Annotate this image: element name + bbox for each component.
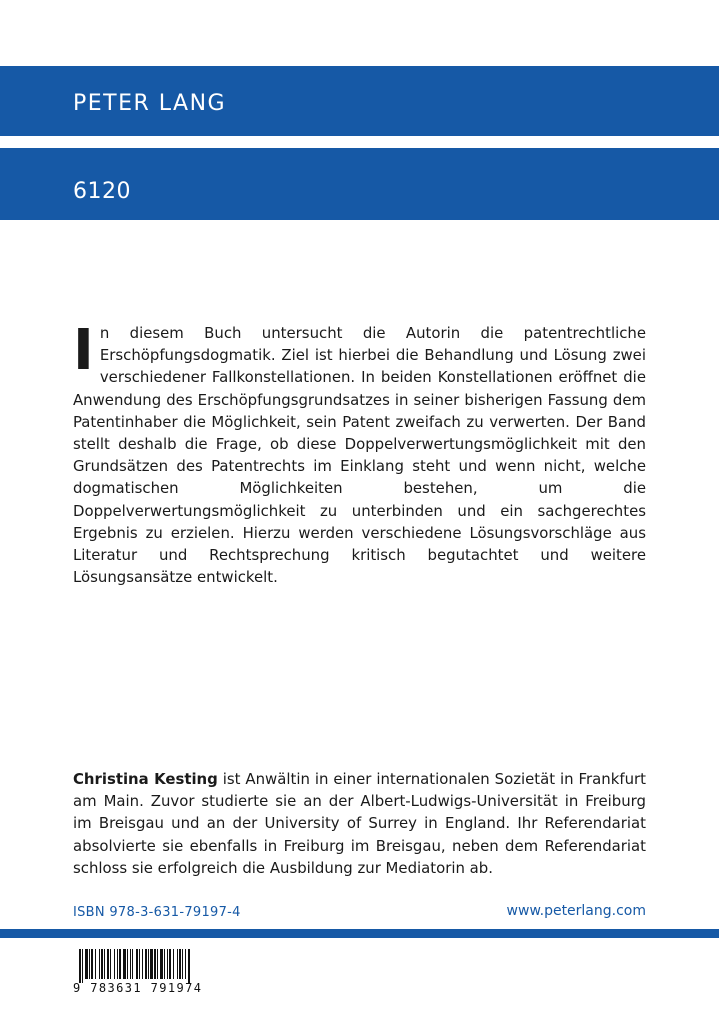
barcode-bar <box>157 949 158 979</box>
barcode-bar <box>110 949 111 979</box>
barcode-bar <box>142 949 143 979</box>
barcode-bar <box>148 949 149 979</box>
barcode-bar <box>99 949 100 979</box>
publisher-band <box>0 66 719 136</box>
barcode-bar <box>185 949 186 979</box>
blurb-text: n diesem Buch untersucht die Autorin die patentrechtliche Erschöpfungsdogmatik. Ziel ist hierbei die Behandlung und Lösung zwei verschiedener Fallkonstellationen. In beiden Konstellationen eröffnet die Anwendung des Erschöpfungsgrundsatzes in seiner bisherigen Fassung dem Patentinhaber die Möglichkeit, sein Patent zweifach zu verwerten. Der Band stellt deshalb die Frage, ob diese Doppelverwertungsmöglichkeit mit den Grundsätzen des Patentrechts im Einklang steht und wenn nicht, welche dogmatischen Möglichkeiten bestehen, um die Doppelverwertungsmöglichkeit zu unterbinden und ein sachgerechtes Ergebnis zu erzielen. Hierzu werden verschiedene Lösungsvorschläge aus Literatur und Rechtsprechung kritisch begutachtet und weitere Lösungsansätze entwickelt. <box>73 324 646 587</box>
barcode-digits: 9 783631 791974 <box>73 981 203 995</box>
barcode-bar <box>79 949 81 983</box>
series-number: 6120 <box>73 179 131 204</box>
publisher-name: PETER LANG <box>73 91 227 116</box>
barcode-bar <box>82 949 83 983</box>
barcode-bar <box>89 949 90 979</box>
barcode-bar <box>150 949 153 979</box>
series-band <box>0 148 719 220</box>
barcode-bar <box>114 949 115 979</box>
footer-rule <box>0 929 719 938</box>
barcode-bar <box>123 949 126 979</box>
barcode-bar <box>173 949 174 979</box>
barcode-bar <box>145 949 147 979</box>
barcode-bar <box>169 949 171 979</box>
barcode-bar <box>91 949 93 979</box>
author-bio <box>73 768 646 879</box>
barcode-bar <box>132 949 133 979</box>
barcode-bar <box>107 949 109 979</box>
author-name: Christina Kesting <box>73 770 218 788</box>
barcode-bar <box>127 949 128 979</box>
barcode-bar <box>179 949 181 979</box>
barcode-bar <box>177 949 178 979</box>
barcode-bar <box>130 949 131 979</box>
barcode-bar <box>119 949 121 979</box>
barcode-bar <box>188 949 190 983</box>
book-blurb <box>73 318 646 588</box>
barcode-bar <box>160 949 163 979</box>
barcode-bar <box>167 949 168 979</box>
bio-text: ist Anwältin in einer internationalen Sozietät in Frankfurt am Main. Zuvor studierte sie an der Albert-Ludwigs-Universität in Freiburg im Breisgau und an der University of Surrey in England. Ihr Referendariat absolvierte sie ebenfalls in Freiburg im Breisgau, neben dem Referendariat schloss sie erfolgreich die Ausbildung zur Mediatorin ab. <box>73 770 646 877</box>
isbn-label: ISBN 978-3-631-79197-4 <box>73 905 241 920</box>
barcode-bar <box>95 949 96 979</box>
barcode-bar <box>101 949 103 979</box>
barcode-bars <box>73 949 225 983</box>
website-link[interactable]: www.peterlang.com <box>506 903 646 919</box>
barcode-bar <box>104 949 105 979</box>
barcode-bar <box>139 949 140 979</box>
barcode-bar <box>117 949 118 979</box>
barcode-bar <box>154 949 156 979</box>
barcode-bar <box>85 949 88 979</box>
barcode-bar <box>182 949 183 979</box>
barcode-bar <box>136 949 138 979</box>
dropcap-letter: I <box>73 318 94 383</box>
barcode-bar <box>164 949 165 979</box>
